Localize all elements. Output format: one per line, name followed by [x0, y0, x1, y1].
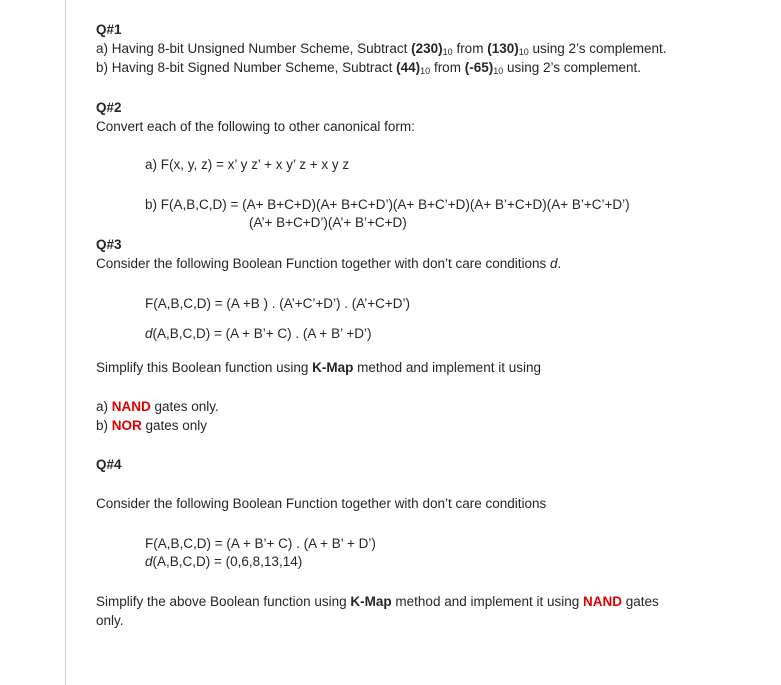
q4-nand-keyword: NAND [583, 594, 623, 609]
q1-a-text: a) Having 8-bit Unsigned Number Scheme, Subtract [96, 41, 412, 56]
q1-a-end: using 2’s complement. [528, 41, 667, 56]
q1-b-num2: (-65) [464, 60, 494, 75]
q3-nor-keyword: NOR [111, 418, 142, 433]
q4-simplify [96, 593, 659, 611]
q1-part-a [96, 40, 667, 58]
q4-function: F(A,B,C,D) = (A + B’+ C) . (A + B’ + D’) [145, 536, 376, 551]
q1-b-end: using 2’s complement. [503, 60, 642, 75]
q4-intro: Consider the following Boolean Function together with don’t care conditions [96, 496, 547, 511]
q3-intro [96, 255, 561, 273]
q1-b-base2: 10 [493, 66, 504, 76]
q3-dc-var: d [145, 326, 153, 341]
q3-dc-text: (A,B,C,D) = (A + B’+ C) . (A + B’ +D’) [152, 326, 372, 341]
q1-a-from: from [452, 41, 488, 56]
q4-simplify-mid: method and implement it using [391, 594, 584, 609]
q3-simplify [96, 359, 541, 377]
q3-intro-text: Consider the following Boolean Function together with don’t care conditions [96, 256, 551, 271]
q1-a-base1: 10 [442, 47, 453, 57]
q4-simplify-end: gates [622, 594, 659, 609]
q4-dc-var: d [145, 554, 153, 569]
q3-opt-b-text: gates only [141, 418, 208, 433]
q3-heading: Q#3 [96, 237, 122, 252]
q3-function: F(A,B,C,D) = (A +B ) . (A’+C’+D’) . (A’+C+D’) [145, 296, 411, 311]
q2-part-b-line1: b) F(A,B,C,D) = (A+ B+C+D)(A+ B+C+D’)(A+ B+C’+D)(A+ B’+C+D)(A+ B’+C’+D’) [145, 197, 630, 212]
q4-dont-care [145, 553, 302, 571]
q2-part-a: a) F(x, y, z) = x’ y z’ + x y’ z + x y z [145, 157, 350, 172]
q1-b-from: from [430, 60, 465, 75]
q4-simplify-line2: only. [96, 613, 124, 628]
q1-a-num2: (130) [487, 41, 519, 56]
q3-intro-var: d [550, 256, 558, 271]
q2-intro: Convert each of the following to other canonical form: [96, 119, 415, 134]
q2-part-b-line2: (A’+ B+C+D’)(A’+ B’+C+D) [249, 215, 407, 230]
q3-opt-b-label: b) [96, 418, 112, 433]
q3-dont-care [145, 325, 371, 343]
q3-kmap: K-Map [312, 360, 354, 375]
q3-option-b [96, 417, 207, 435]
page-margin-line [65, 0, 66, 685]
q4-kmap: K-Map [350, 594, 392, 609]
q3-intro-end: . [557, 256, 562, 271]
q4-dc-text: (A,B,C,D) = (0,6,8,13,14) [152, 554, 303, 569]
q3-opt-a-label: a) [96, 399, 112, 414]
q1-b-num1: (44) [396, 60, 421, 75]
q3-opt-a-text: gates only. [150, 399, 219, 414]
q1-a-num1: (230) [411, 41, 443, 56]
q4-simplify-text: Simplify the above Boolean function using [96, 594, 351, 609]
q3-simplify-text: Simplify this Boolean function using [96, 360, 313, 375]
q1-a-base2: 10 [518, 47, 529, 57]
q2-heading: Q#2 [96, 100, 122, 115]
q1-b-base1: 10 [420, 66, 431, 76]
q3-option-a [96, 398, 219, 416]
q3-simplify-end: method and implement it using [353, 360, 541, 375]
q3-nand-keyword: NAND [111, 399, 151, 414]
q4-heading: Q#4 [96, 457, 122, 472]
q1-heading: Q#1 [96, 22, 122, 37]
q1-b-text: b) Having 8-bit Signed Number Scheme, Subtract [96, 60, 397, 75]
q1-part-b [96, 59, 641, 77]
